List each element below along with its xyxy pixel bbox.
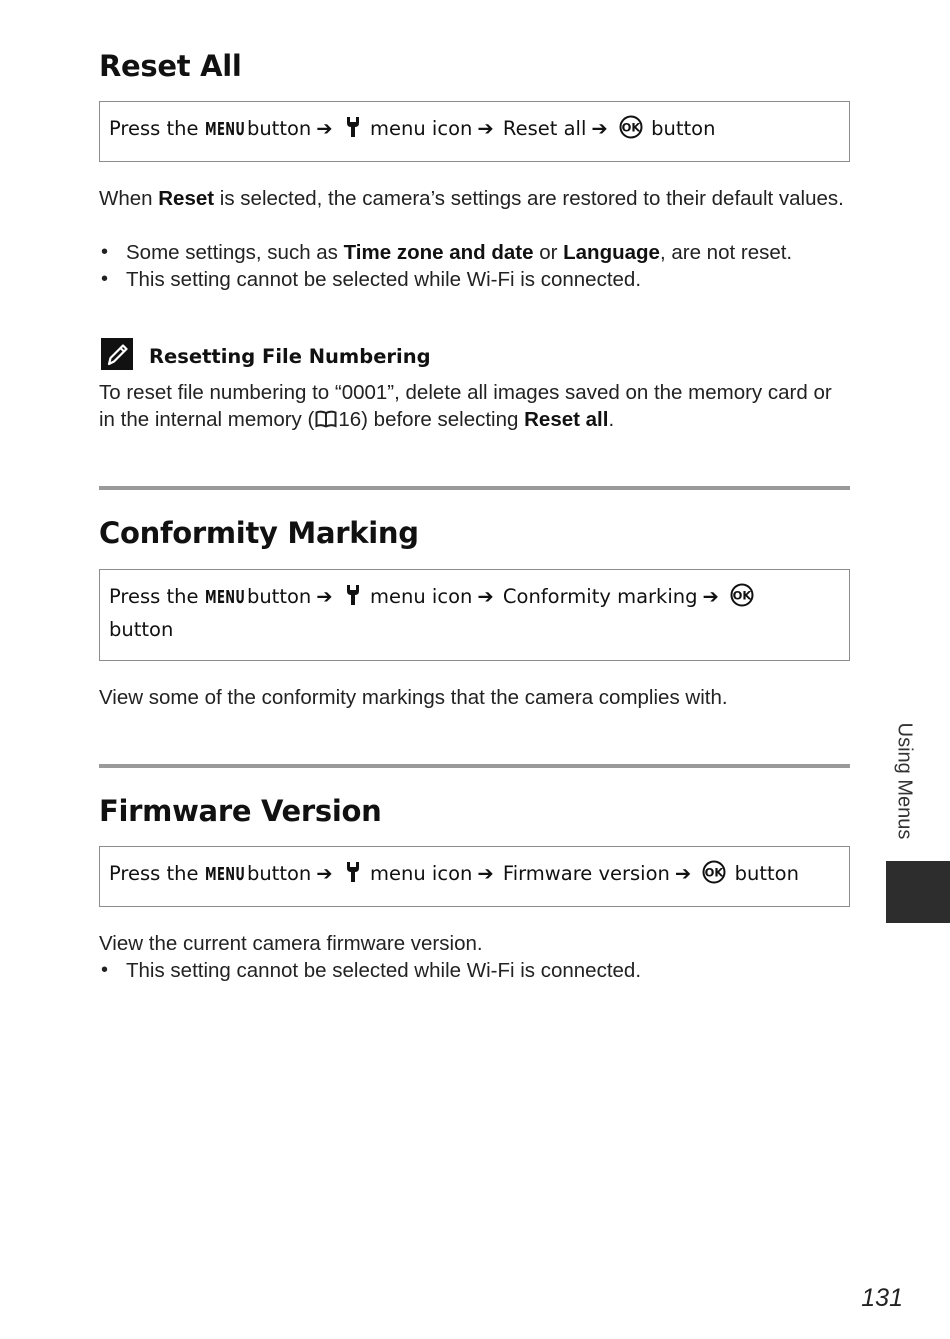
text-fragment: To reset file numbering to “0001”, delete all images saved on the memory card or in the internal memory (	[99, 381, 832, 431]
conformity-body: View some of the conformity markings that the camera complies with.	[99, 686, 728, 709]
page-ref-number[interactable]: 16	[338, 408, 362, 431]
svg-text:OK: OK	[705, 865, 724, 880]
bold-term: Time zone and date	[343, 241, 534, 264]
reset-all-heading: Reset All	[99, 49, 242, 83]
arrow-icon: ➔	[674, 862, 692, 885]
arrow-icon: ➔	[316, 585, 333, 608]
list-item: • This setting cannot be selected while Wi-Fi is connected.	[99, 266, 849, 293]
menu-button-glyph: MENU	[204, 864, 245, 885]
arrow-icon: ➔	[702, 585, 719, 608]
text-fragment: , are not reset.	[659, 241, 793, 264]
note-title: Resetting File Numbering	[149, 345, 431, 368]
firmware-body: View the current camera firmware version.	[99, 932, 483, 955]
wrench-icon	[344, 584, 362, 606]
button-text: button	[246, 117, 312, 140]
menu-icon-text: menu icon	[370, 862, 473, 885]
ok-button-icon	[619, 115, 643, 139]
firmware-bullets	[99, 957, 849, 984]
text-fragment: Some settings, such as	[126, 241, 344, 264]
menu-icon-text: menu icon	[370, 117, 473, 140]
bold-term: Language	[563, 241, 660, 264]
firmware-menu-path	[99, 846, 850, 907]
text-fragment: .	[608, 408, 615, 431]
pencil-note-icon	[101, 338, 133, 370]
reset-all-menu-path	[99, 101, 850, 162]
arrow-icon: ➔	[477, 585, 494, 608]
text-fragment: is selected, the camera’s settings are restored to their default values.	[214, 187, 844, 210]
button-text: button	[246, 862, 312, 885]
menu-button-glyph: MENU	[204, 119, 245, 140]
wrench-icon	[344, 116, 362, 138]
section-divider	[99, 486, 850, 490]
press-the-text: Press the	[109, 585, 199, 608]
reset-all-intro	[99, 185, 849, 212]
menu-item-text: Conformity marking	[502, 585, 698, 608]
side-tab-label: Using Menus	[893, 722, 916, 840]
section-divider	[99, 764, 850, 768]
bold-term: Reset	[158, 187, 215, 210]
arrow-icon: ➔	[316, 117, 333, 140]
arrow-icon: ➔	[591, 117, 608, 140]
svg-text:OK: OK	[621, 120, 641, 135]
menu-item-text: Firmware version	[502, 862, 670, 885]
menu-item-text: Reset all	[502, 117, 587, 140]
button-text: button	[651, 117, 716, 140]
button-text: button	[246, 585, 312, 608]
press-the-text: Press the	[109, 117, 199, 140]
button-text: button	[734, 862, 799, 885]
list-item	[99, 239, 849, 266]
text-fragment: When	[99, 187, 159, 210]
text-fragment: or	[533, 241, 564, 264]
menu-button-glyph: MENU	[204, 587, 245, 608]
menu-icon-text: menu icon	[370, 585, 473, 608]
press-the-text: Press the	[109, 862, 199, 885]
conformity-marking-heading: Conformity Marking	[99, 516, 419, 550]
arrow-icon: ➔	[316, 862, 333, 885]
reset-all-bullets	[99, 239, 849, 293]
button-text: button	[109, 618, 174, 641]
firmware-version-heading: Firmware Version	[99, 794, 382, 828]
text-fragment: ) before selecting	[361, 408, 525, 431]
ok-button-icon	[730, 583, 754, 607]
note-body	[99, 379, 849, 433]
arrow-icon: ➔	[477, 117, 494, 140]
side-tab-marker	[886, 861, 950, 923]
bold-term: Reset all	[524, 408, 609, 431]
page-number: 131	[861, 1284, 903, 1312]
wrench-icon	[344, 861, 362, 883]
ok-button-icon	[702, 860, 726, 884]
list-item: • This setting cannot be selected while Wi-Fi is connected.	[99, 957, 849, 984]
conformity-menu-path	[99, 569, 850, 661]
svg-text:OK: OK	[732, 588, 752, 603]
arrow-icon: ➔	[477, 862, 494, 885]
book-icon	[315, 410, 337, 428]
